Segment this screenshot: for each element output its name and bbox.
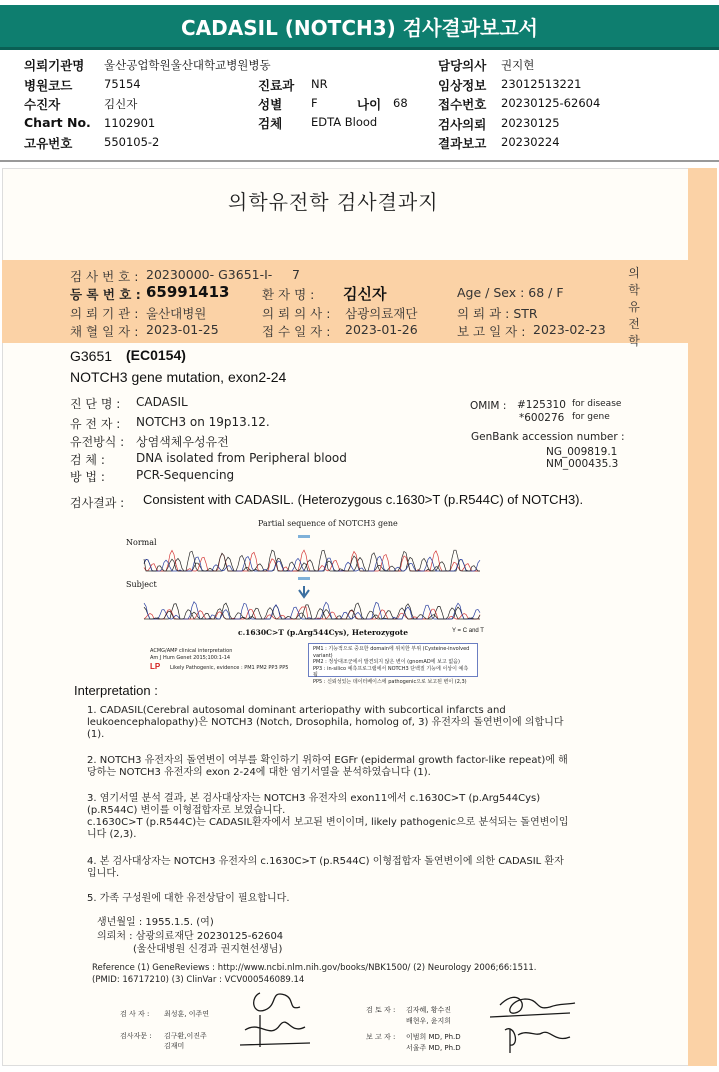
gene-value: NOTCH3 on 19p13.12. [136, 415, 270, 429]
variant-label: c.1630C>T (p.Arg544Cys), Heterozygote [238, 628, 409, 637]
divider [0, 160, 719, 162]
interp-line: c.1630C>T (p.R544C)는 CADASIL환자에서 보고된 변이이며, likely pathogenic으로 분석되는 돌연변이입 [87, 817, 569, 828]
sheet-title: 의학유전학 검사결과지 [228, 190, 439, 214]
interp-paragraph-3 [87, 793, 677, 841]
trace-line [144, 602, 480, 619]
age-label: 나이 [357, 97, 382, 112]
clinical-label: 임상정보 [438, 78, 487, 93]
dept-line: 의 뢰 과 : STR [457, 306, 538, 321]
patient-value: 김신자 [104, 97, 138, 111]
interp-line: 당하는 NOTCH3 유전자의 exon 2-24에 대한 염기서열을 분석하였습니다 (1). [87, 767, 431, 778]
advisor-value: 김구환,이진주 [164, 1032, 207, 1040]
code-label: 병원코드 [24, 78, 73, 93]
genbank1: NG_009819.1 [546, 446, 618, 458]
side-stripe [688, 168, 717, 1066]
test-specimen-value: DNA isolated from Peripheral blood [136, 451, 347, 465]
receipt-value: 20230125-62604 [501, 96, 601, 110]
omim1-note: for disease [572, 399, 622, 409]
normal-trace [144, 550, 480, 571]
acmg-citation [150, 648, 232, 661]
unique-value: 550105-2 [104, 135, 160, 149]
interp-line: (1). [87, 729, 105, 740]
inst-label: 의 뢰 기 관 : [70, 306, 139, 321]
inherit-label: 유전방식 : [70, 435, 125, 449]
requester-line2: (울산대병원 신경과 권지현선생님) [133, 944, 283, 955]
lp-text: Likely Pathogenic, evidence : PM1 PM2 PP3 PP5 [170, 665, 289, 671]
subject-trace [144, 602, 480, 619]
chart-label: Chart No. [24, 115, 91, 130]
interp-line: leukoencephalopathy)은 NOTCH3 (Notch, Drosophila, homolog of, 3) 유전자의 돌연변이에 의합니다 [87, 717, 564, 728]
test-name: NOTCH3 gene mutation, exon2-24 [70, 369, 287, 385]
trace-line [144, 603, 480, 619]
test-specimen-label: 검 체 : [70, 453, 105, 467]
hospital-value: 울산공업학원울산대학교병원병동 [104, 58, 271, 72]
acmg-line: ACMG/AMP clinical interpretation [150, 648, 233, 654]
sex-value: F [311, 96, 318, 110]
signature-reviewer [480, 985, 580, 1057]
side-char: 의 [628, 266, 640, 280]
evidence-line: PM1 : 기능적으로 중요한 domain에 위치한 부위 (Cysteine-involved variant) [313, 646, 470, 659]
side-char: 전 [628, 317, 640, 331]
draw-label: 채 혈 일 자 : [70, 324, 139, 339]
patient-name-label: 환 자 명 : [262, 287, 315, 302]
evidence-box [308, 643, 478, 685]
specimen-label: 검체 [258, 116, 283, 131]
normal-label: Normal [126, 538, 157, 547]
acmg-line: Am J Hum Genet 2015;100:1-14 [150, 654, 231, 661]
reference-line2: (PMID: 16717210) (3) ClinVar : VCV000546089.14 [92, 975, 305, 985]
chart-value: 1102901 [104, 116, 156, 130]
side-char: 학 [628, 334, 640, 348]
hospital-label: 의뢰기관명 [24, 58, 85, 73]
reporter-value: 이범희 MD, Ph.D [406, 1033, 461, 1041]
advisor-label: 검사자문 : [120, 1032, 152, 1040]
reporter-label: 보 고 자 : [366, 1033, 396, 1041]
diag-value: CADASIL [136, 395, 188, 409]
variant-arrow-icon [299, 586, 309, 597]
requester-line: 의뢰처 : 삼광의료재단 20230125-62604 [97, 931, 284, 942]
requester-label: 의 뢰 의 사 : [262, 306, 331, 321]
unique-label: 고유번호 [24, 136, 73, 151]
dept-label: 진료과 [258, 78, 295, 93]
exam-no-label: 검 사 번 호 : [70, 269, 139, 284]
tester-label: 검 사 자 : [120, 1010, 150, 1018]
chromatogram [126, 527, 486, 627]
gene-label: 유 전 자 : [70, 417, 121, 431]
diag-label: 진 단 명 : [70, 397, 121, 411]
omim2-note: for gene [572, 412, 610, 422]
signature-tester [230, 985, 320, 1055]
advisor-value2: 김재미 [164, 1042, 185, 1050]
test-result: Consistent with CADASIL. (Heterozygous c.1630>T (p.R544C) of NOTCH3). [143, 492, 584, 507]
birth-date: 생년월일 : 1955.1.5. (여) [97, 917, 214, 928]
interp-line: 니다 (2,3). [87, 829, 137, 840]
exam-no-suffix: 7 [292, 267, 300, 282]
interp-paragraph-5 [87, 893, 677, 905]
patient-label: 수진자 [24, 97, 61, 112]
yct-label: Y = C and T [452, 628, 484, 634]
test-code2: (EC0154) [126, 347, 186, 363]
receipt-label: 접수번호 [438, 97, 487, 112]
method-value: PCR-Sequencing [136, 468, 235, 482]
result-value: 20230224 [501, 135, 560, 149]
specimen-value: EDTA Blood [311, 115, 378, 129]
code-value: 75154 [104, 77, 141, 91]
side-vertical-text [627, 265, 641, 350]
dept-value: NR [311, 77, 328, 91]
age-sex: Age / Sex : 68 / F [457, 285, 564, 300]
interp-line: 3. 염기서열 분석 결과, 본 검사대상자는 NOTCH3 유전자의 exon11에서 c.1630C>T (p.Arg544Cys) [87, 793, 541, 804]
receive-date: 2023-01-26 [345, 322, 418, 337]
tester-value: 최성훈, 이주연 [164, 1010, 210, 1018]
sex-label: 성별 [258, 97, 283, 112]
receive-label: 접 수 일 자 : [262, 324, 331, 339]
reviewer-value2: 배현우, 윤지희 [406, 1017, 452, 1025]
reg-no-label: 등 록 번 호 : [70, 287, 141, 302]
interp-line: (p.R544C) 변이를 이형접합자로 보였습니다. [87, 805, 286, 816]
method-label: 방 법 : [70, 470, 105, 484]
patient-name-value: 김신자 [343, 285, 387, 303]
draw-date: 2023-01-25 [146, 322, 219, 337]
codon-marker [298, 577, 310, 580]
interp-line: 입니다. [87, 868, 120, 879]
inherit-value: 상염색체우성유전 [136, 435, 229, 449]
exam-no-value: 20230000- G3651-I- [146, 267, 273, 282]
inst-value: 울산대병원 [146, 306, 207, 321]
reporter-value2: 서울주 MD, Ph.D [406, 1044, 461, 1052]
interp-paragraph-2 [87, 755, 677, 779]
interp-paragraph-1 [87, 705, 677, 741]
subject-label: Subject [126, 580, 157, 589]
test-code: G3651 [70, 348, 113, 364]
requester-value: 삼광의료재단 [345, 306, 418, 321]
genbank2: NM_000435.3 [546, 458, 619, 470]
omim1: #125310 [517, 399, 566, 411]
report-date: 2023-02-23 [533, 322, 606, 337]
side-char: 학 [628, 283, 640, 297]
figure-caption: Partial sequence of NOTCH3 gene [258, 519, 398, 528]
evidence-line: PM2 : 정상대조군에서 발견되지 않은 변이 (gnomAD에 보고 없음) [313, 659, 460, 665]
clinical-value: 23012513221 [501, 77, 582, 91]
report-title: CADASIL (NOTCH3) 검사결과보고서 [0, 5, 719, 50]
interpretation-title: Interpretation : [74, 683, 158, 698]
doctor-label: 담당의사 [438, 58, 487, 73]
reg-no-value: 65991413 [146, 283, 230, 301]
trace-line [144, 550, 480, 571]
side-char: 유 [628, 300, 640, 314]
omim2: *600276 [519, 412, 565, 424]
doctor-value: 권지현 [501, 58, 535, 72]
result-label: 결과보고 [438, 136, 487, 151]
genbank-label: GenBank accession number : [471, 431, 625, 443]
interp-line: 4. 본 검사대상자는 NOTCH3 유전자의 c.1630C>T (p.R544C) 이형접합자 돌연변이에 의한 CADASIL 환자 [87, 856, 564, 867]
reviewer-value: 김자혜, 황수진 [406, 1006, 452, 1014]
request-value: 20230125 [501, 116, 560, 130]
evidence-line: PP3 : in-silico 예측프로그램에서 NOTCH3 단백질 기능에 이상이 예측됨 [313, 665, 469, 678]
omim-label: OMIM : [470, 400, 507, 412]
interp-line: 5. 가족 구성원에 대한 유전상담이 필요합니다. [87, 893, 290, 904]
test-result-label: 검사결과 : [70, 496, 125, 510]
codon-marker [298, 535, 310, 538]
interp-line: 2. NOTCH3 유전자의 돌연변이 여부를 확인하기 위하여 EGFr (epidermal growth factor-like repeat)에 해 [87, 755, 568, 766]
report-label: 보 고 일 자 : [457, 324, 526, 339]
lp-label: LP [150, 662, 161, 671]
reviewer-label: 검 토 자 : [366, 1006, 396, 1014]
interp-paragraph-4 [87, 856, 677, 880]
interp-line: 1. CADASIL(Cerebral autosomal dominant arteriopathy with subcortical infarcts and [87, 705, 506, 716]
reference-line1: Reference (1) GeneReviews : http://www.ncbi.nlm.nih.gov/books/NBK1500/ (2) Neurology 2006;66:1511. [92, 963, 537, 973]
age-value: 68 [393, 96, 408, 110]
request-label: 검사의뢰 [438, 117, 487, 132]
evidence-line: PP5 : 신뢰성있는 데이터베이스에 pathogenic으로 보고된 변이 (2,3) [313, 678, 467, 685]
